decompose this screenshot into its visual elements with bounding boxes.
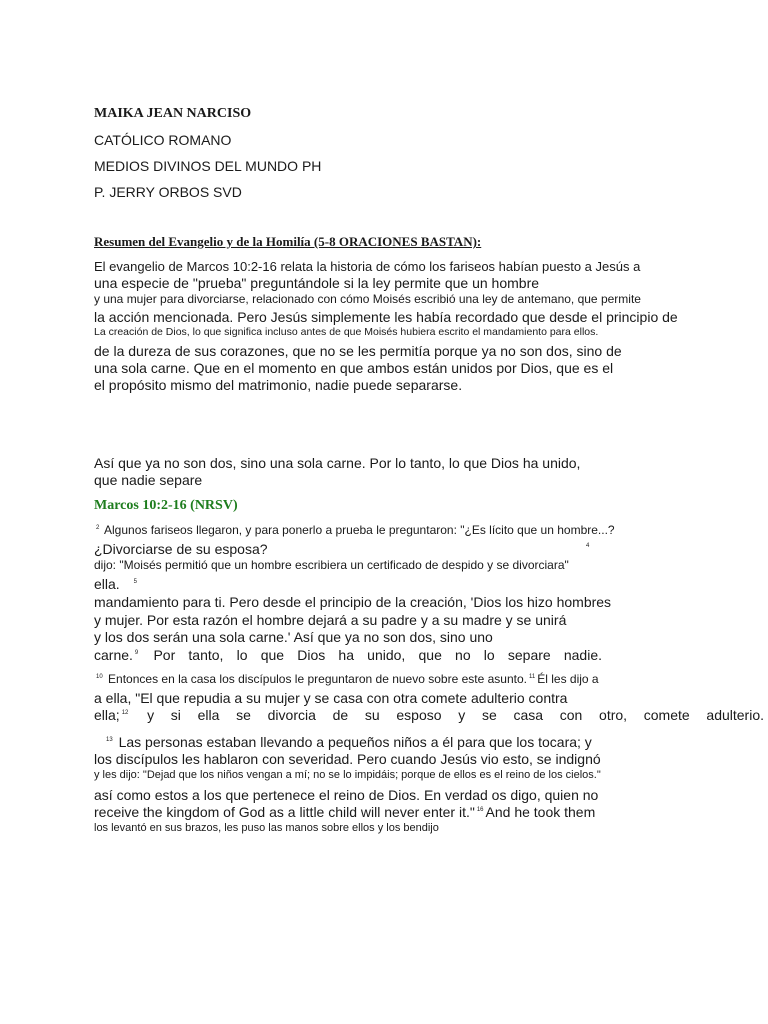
passage-line-15: así como estos a los que pertenece el reino de Dios. En verdad os digo, quien no [94, 787, 599, 803]
passage-text: ella; [94, 707, 120, 723]
verse-number: 12 [121, 710, 129, 717]
passage-text: y si ella se divorcia de su esposo y se casa con otro, comete adulterio. [147, 707, 764, 723]
verse-number: 10 [96, 674, 103, 680]
passage-text: ella. [94, 576, 120, 592]
verse-number: 9 [134, 650, 139, 657]
summary-heading: Resumen del Evangelio y de la Homilía (5-8 ORACIONES BASTAN): [94, 234, 482, 249]
passage-line-1 [94, 523, 615, 537]
religion-line: CATÓLICO ROMANO [94, 132, 232, 148]
passage-line-2: ¿Divorciarse de su esposa? [94, 541, 268, 557]
summary-line-3: y una mujer para divorciarse, relacionado con cómo Moisés escribió una ley de antemano, que permite [94, 292, 641, 306]
summary-line-8: el propósito mismo del matrimonio, nadie puede separarse. [94, 377, 463, 393]
passage-line-7: y los dos serán una sola carne.' Así que ya no son dos, sino uno [94, 629, 493, 645]
passage-text: Por tanto, lo que Dios ha unido, que no lo separe nadie. [153, 647, 603, 663]
passage-line-13: los discípulos les hablaron con severidad. Pero cuando Jesús vio esto, se indignó [94, 751, 601, 767]
summary-line-5: La creación de Dios, lo que significa incluso antes de que Moisés hubiera escrito el mandamiento para ellos. [94, 326, 599, 338]
author-name: MAIKA JEAN NARCISO [94, 106, 252, 121]
passage-line-17: los levantó en sus brazos, les puso las manos sobre ellos y los bendijo [94, 822, 439, 834]
summary-line-7: una sola carne. Que en el momento en que ambos están unidos por Dios, que es el [94, 360, 614, 376]
quote-line-1: Así que ya no son dos, sino una sola carne. Por lo tanto, lo que Dios ha unido, [94, 455, 581, 471]
passage-text: Él les dijo a [537, 672, 599, 686]
passage-line-6: y mujer. Por esta razón el hombre dejará a su padre y a su madre y se unirá [94, 612, 567, 628]
passage-text: carne. [94, 647, 133, 663]
passage-line-14: y les dijo: "Dejad que los niños vengan a mí; no se lo impidáis; porque de ellos es el reino de los cielos." [94, 769, 601, 781]
passage-line-11 [94, 707, 764, 723]
passage-text: receive the kingdom of God as a little child will never enter it." [94, 804, 475, 820]
passage-line-10: a ella, "El que repudia a su mujer y se casa con otra comete adulterio contra [94, 690, 568, 706]
passage-heading: Marcos 10:2-16 (NRSV) [94, 498, 238, 513]
summary-line-1: El evangelio de Marcos 10:2-16 relata la historia de cómo los fariseos habían puesto a Jesús a [94, 259, 641, 274]
verse-number: 2 [96, 525, 100, 531]
passage-text: Entonces en la casa los discípulos le preguntaron de nuevo sobre este asunto. [108, 672, 527, 686]
passage-text: Las personas estaban llevando a pequeños niños a él para que los tocara; y [118, 734, 592, 750]
priest-line: P. JERRY ORBOS SVD [94, 184, 242, 200]
verse-number: 13 [106, 737, 113, 744]
passage-line-12 [94, 734, 592, 750]
verse-number: 11 [528, 674, 536, 680]
summary-line-6: de la dureza de sus corazones, que no se les permitía porque ya no son dos, sino de [94, 343, 622, 359]
quote-line-2: que nadie separe [94, 472, 203, 488]
summary-line-2: una especie de "prueba" preguntándole si la ley permite que un hombre [94, 275, 540, 291]
passage-line-3: dijo: "Moisés permitió que un hombre escribiera un certificado de despido y se divorciara" [94, 558, 569, 572]
passage-text: Algunos fariseos llegaron, y para ponerlo a prueba le preguntaron: "¿Es lícito que un hombre...? [104, 523, 615, 537]
passage-line-9 [94, 672, 599, 686]
passage-line-16 [94, 804, 595, 820]
verse-number: 5 [133, 579, 137, 586]
passage-line-8 [94, 647, 602, 663]
summary-line-4: la acción mencionada. Pero Jesús simplemente les había recordado que desde el principio de [94, 309, 678, 325]
verse-number: 4 [586, 543, 590, 549]
passage-line-5: mandamiento para ti. Pero desde el principio de la creación, 'Dios los hizo hombres [94, 594, 612, 610]
organization-line: MEDIOS DIVINOS DEL MUNDO PH [94, 158, 322, 174]
passage-text: And he took them [485, 804, 596, 820]
passage-line-4 [94, 576, 139, 592]
verse-number: 16 [476, 807, 484, 814]
